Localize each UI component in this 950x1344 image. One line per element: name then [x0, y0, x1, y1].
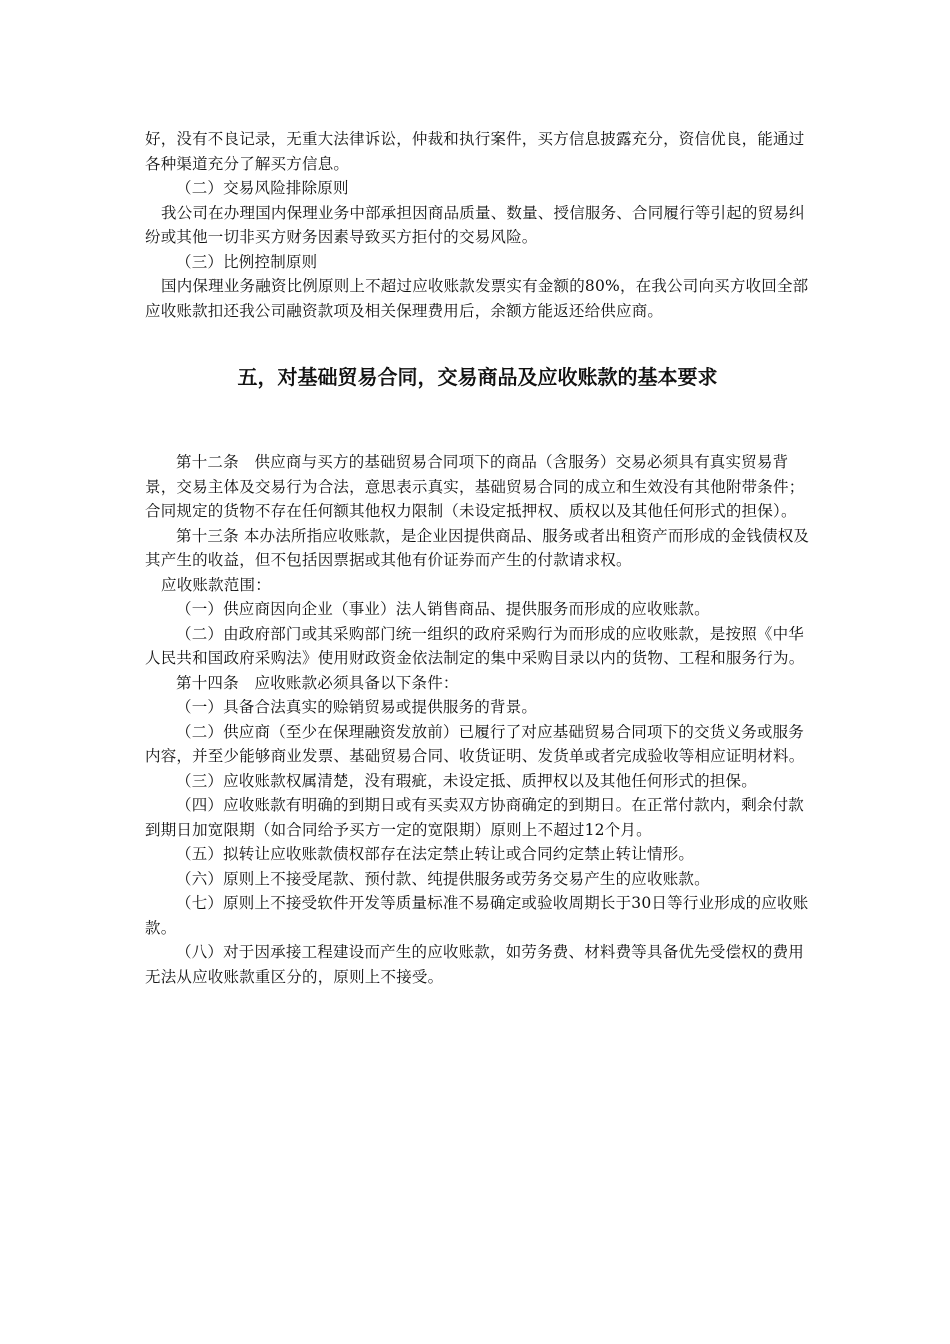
paragraph-article-12: 第十二条 供应商与买方的基础贸易合同项下的商品（含服务）交易必须具有真实贸易背景，交易主体及交易行为合法，意思表示真实，基础贸易合同的成立和生效没有其他附带条件；合同规定的货物不存在任何额其他权力限制（未设定抵押权、质权以及其他任何形式的担保）。	[145, 453, 805, 520]
subheading-risk-exclusion: （二）交易风险排除原则	[176, 179, 349, 197]
list-item-scope-1: （一）供应商因向企业（事业）法人销售商品、提供服务而形成的应收账款。	[176, 600, 710, 618]
subheading-ratio-control: （三）比例控制原则	[176, 252, 318, 271]
paragraph-ratio-control: 国内保理业务融资比例原则上不超过应收账款发票实有金额的80%，在我公司向买方收回全部应收账款扣还我公司融资款项及相关保理费用后，余额方能返还给供应商。	[145, 277, 809, 320]
list-item-condition-2: （二）供应商（至少在保理融资发放前）已履行了对应基础贸易合同项下的交货义务或服务内容，并至少能够商业发票、基础贸易合同、收货证明、发货单或者完成验收等相应证明材料。	[145, 722, 805, 765]
body-text-block	[145, 450, 810, 989]
list-item-condition-4: （四）应收账款有明确的到期日或有买卖双方协商确定的到期日。在正常付款内，剩余付款到期日加宽限期（如合同给予买方一定的宽限期）原则上不超过12个月。	[145, 796, 805, 839]
paragraph-risk-exclusion: 我公司在办理国内保理业务中部承担因商品质量、数量、授信服务、合同履行等引起的贸易纠纷或其他一切非买方财务因素导致买方拒付的交易风险。	[145, 203, 805, 246]
list-item-condition-8: （八）对于因承接工程建设而产生的应收账款，如劳务费、材料费等具备优先受偿权的费用无法从应收账款重区分的，原则上不接受。	[145, 943, 805, 986]
top-text-block	[145, 127, 810, 323]
list-item-scope-2: （二）由政府部门或其采购部门统一组织的政府采购行为而形成的应收账款，是按照《中华人民共和国政府采购法》使用财政资金依法制定的集中采购目录以内的货物、工程和服务行为。	[145, 624, 805, 667]
paragraph-article-13: 第十三条 本办法所指应收账款，是企业因提供商品、服务或者出租资产而形成的金钱债权及其产生的收益，但不包括因票据或其他有价证券而产生的付款请求权。	[145, 526, 810, 569]
list-item-condition-7: （七）原则上不接受软件开发等质量标准不易确定或验收周期长于30日等行业形成的应收账款。	[145, 894, 809, 937]
list-item-condition-1: （一）具备合法真实的赊销贸易或提供服务的背景。	[176, 698, 538, 716]
list-item-condition-3: （三）应收账款权属清楚，没有瑕疵，未设定抵、质押权以及其他任何形式的担保。	[176, 771, 757, 790]
section-heading: 五，对基础贸易合同，交易商品及应收账款的基本要求	[237, 365, 718, 389]
list-item-condition-5: （五）拟转让应收账款债权部存在法定禁止转让或合同约定禁止转让情形。	[176, 845, 695, 863]
paragraph-receivables-scope: 应收账款范围：	[161, 575, 271, 594]
paragraph-buyer-credit-continued: 好，没有不良记录，无重大法律诉讼，仲裁和执行案件，买方信息披露充分，资信优良，能通过各种渠道充分了解买方信息。	[145, 130, 805, 173]
paragraph-article-14: 第十四条 应收账款必须具备以下条件：	[176, 673, 459, 692]
list-item-condition-6: （六）原则上不接受尾款、预付款、纯提供服务或劳务交易产生的应收账款。	[176, 869, 710, 888]
